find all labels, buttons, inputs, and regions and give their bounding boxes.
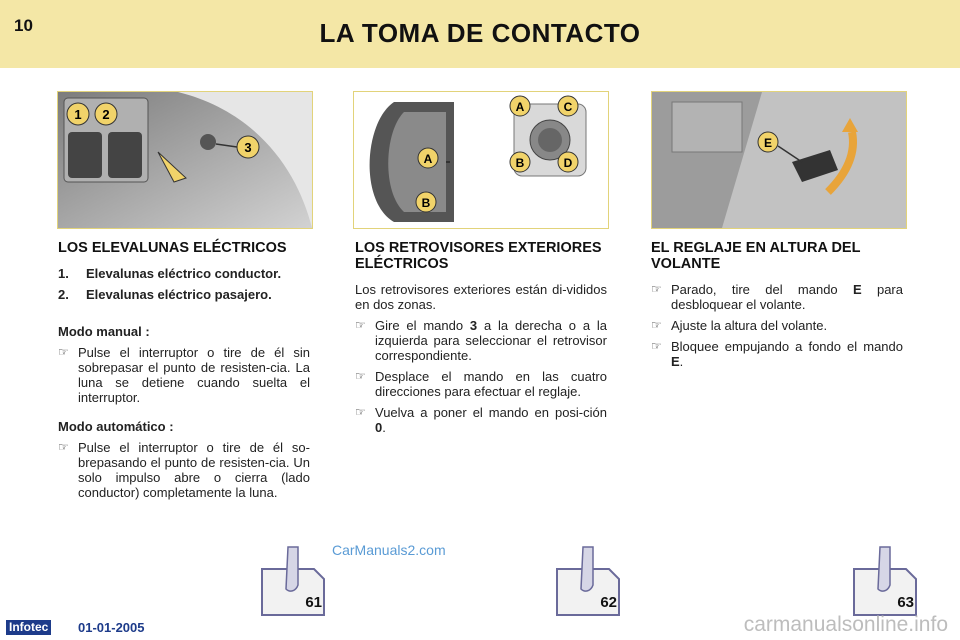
list-item: 1. Elevalunas eléctrico conductor. [58, 266, 282, 281]
steering-lever-photo [651, 91, 907, 229]
label-3: 3 [244, 140, 252, 155]
page-ref-number: 62 [600, 594, 617, 611]
hand-pointer-icon: ☞ [651, 282, 662, 296]
bullet-item: ☞ Ajuste la altura del volante. [651, 318, 828, 333]
bullet-item: ☞ Bloquee empujando a fondo el mando E. [651, 339, 903, 369]
bullet-item: ☞ Desplace el mando en las cuatro direcciones para efectuar el reglaje. [355, 369, 607, 399]
hand-pointer-icon: ☞ [355, 318, 366, 332]
label-e: E [763, 136, 773, 150]
page-ref-61[interactable] [258, 545, 328, 617]
label-mirror-b: B [421, 196, 431, 210]
page-number: 10 [14, 16, 33, 35]
dash-cover [672, 102, 742, 152]
section-heading: LOS ELEVALUNAS ELÉCTRICOS [58, 240, 287, 256]
section-heading: LOS RETROVISORES EXTERIORES ELÉCTRICOS [355, 240, 602, 272]
page-ref-62[interactable] [553, 545, 623, 617]
joystick-center [538, 128, 562, 152]
page-ref-number: 63 [897, 594, 914, 611]
label-2: 2 [102, 107, 110, 122]
section-heading: EL REGLAJE EN ALTURA DEL VOLANTE [651, 240, 861, 272]
switch-2 [108, 132, 142, 178]
list-item: 2. Elevalunas eléctrico pasajero. [58, 287, 272, 302]
watermark-carmanuals: CarManuals2.com [332, 542, 446, 558]
label-1: 1 [74, 107, 82, 122]
window-lifts-section [58, 240, 310, 506]
hand-pointer-icon: ☞ [651, 318, 662, 332]
page-ref-number: 61 [305, 594, 322, 611]
label-mirror-a: A [423, 152, 433, 166]
page-ref-63[interactable] [850, 545, 920, 617]
bullet-item: ☞ Pulse el interruptor o tire de él sin sobrepasar el punto de resisten-cia. La luna se detiene cuando suelta el interruptor. [58, 345, 310, 405]
manual-mode-title: Modo manual : [58, 324, 150, 339]
intro-text: Los retrovisores exteriores están di-vididos en dos zonas. [355, 282, 607, 312]
label-a: A [515, 100, 525, 114]
label-b: B [515, 156, 525, 170]
header-band [0, 0, 960, 68]
brand-logo: Infotec [6, 620, 51, 635]
print-date: 01-01-2005 [78, 620, 145, 635]
steering-section [651, 240, 903, 375]
knob-3 [200, 134, 216, 150]
bullet-item: ☞ Pulse el interruptor o tire de él so-brepasando el punto de resisten-cia. Un solo impulso abre o cierra (lado conductor) completamente la luna. [58, 440, 310, 500]
watermark-site: carmanualsonline.info [743, 613, 948, 636]
mirrors-section [355, 240, 607, 441]
window-switch-photo [57, 91, 313, 229]
hand-pointer-icon: ☞ [355, 405, 366, 419]
page-title: LA TOMA DE CONTACTO [319, 18, 641, 48]
bullet-item: ☞ Vuelva a poner el mando en posi-ción 0. [355, 405, 607, 435]
hand-pointer-icon: ☞ [58, 345, 69, 359]
bullet-item: ☞ Parado, tire del mando E para desbloquear el volante. [651, 282, 903, 312]
hand-pointer-icon: ☞ [355, 369, 366, 383]
bullet-item: ☞ Gire el mando 3 a la derecha o a la izquierda para seleccionar el retrovisor correspondiente. [355, 318, 607, 363]
label-c: C [563, 100, 573, 114]
switch-1 [68, 132, 102, 178]
hand-pointer-icon: ☞ [651, 339, 662, 353]
hand-pointer-icon: ☞ [58, 440, 69, 454]
auto-mode-title: Modo automático : [58, 419, 174, 434]
label-d: D [563, 156, 573, 170]
mirror-photo [353, 91, 609, 229]
